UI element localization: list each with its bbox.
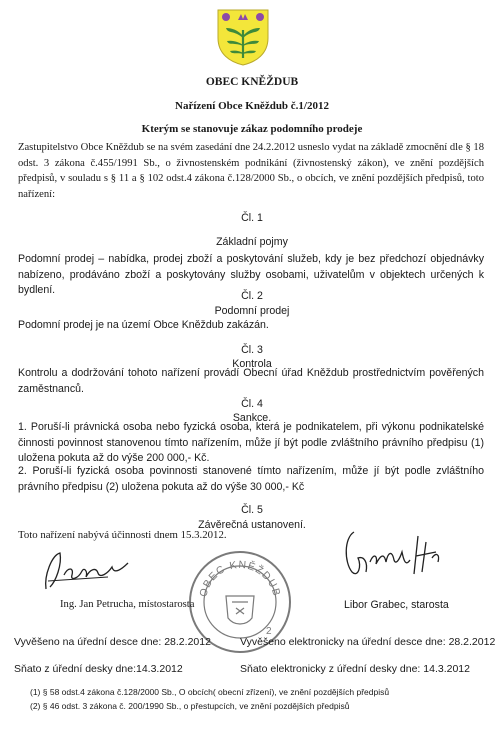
signature-right-name: Libor Grabec, starosta <box>344 599 449 611</box>
removed-physical: Sňato z úřední desky dne:14.3.2012 <box>14 663 183 675</box>
article-1-heading: Základní pojmy <box>216 236 288 248</box>
removed-electronic: Sňato elektronicky z úřední desky dne: 14.3.2012 <box>240 663 470 675</box>
stamp-number: 2 <box>266 626 272 637</box>
signature-left-name: Ing. Jan Petrucha, místostarosta <box>60 599 195 610</box>
footnote-1: (1) § 58 odst.4 zákona č.128/2000 Sb., O obcích( obecní zřízení), ve znění pozdějších předpisů <box>30 687 390 697</box>
article-2-number: Čl. 2 <box>241 290 263 302</box>
stamp-text: OBEC KNĚŽDUB <box>197 558 283 599</box>
article-1-number: Čl. 1 <box>241 212 263 224</box>
article-3-text: Kontrolu a dodržování tohoto nařízení provádí Obecní úřad Kněždub prostřednictvím pověřených zaměstnanců. <box>18 367 484 395</box>
article-5-text: Toto nařízení nabývá účinnosti dnem 15.3.2012. <box>18 529 227 541</box>
posted-electronic: Vyvěšeno elektronicky na úřední desce dne: 28.2.2012 <box>240 636 496 648</box>
article-4-heading: Sankce. <box>232 412 272 424</box>
article-3-number: Čl. 3 <box>241 344 263 356</box>
municipality-name: OBEC KNĚŽDUB <box>205 76 299 88</box>
handwritten-signature-right <box>340 522 450 584</box>
article-2-heading: Podomní prodej <box>214 305 290 317</box>
article-3-heading: Kontrola <box>232 358 272 370</box>
article-2-text: Podomní prodej je na území Obce Kněždub zakázán. <box>18 319 269 331</box>
footnote-2: (2) § 46 odst. 3 zákona č. 200/1990 Sb., o přestupcích, ve znění pozdějších předpisů <box>30 701 350 711</box>
article-4-number: Čl. 4 <box>241 398 263 410</box>
article-4-text-1: 1. Poruší-li právnická osoba nebo fyzická osoba, která je podnikatelem, při výkonu podnikatelské činnosti povinnost stanovenou tímto nařízením, může jí být podle zvláštního právního předpisu (1) uložena pokuta až do výše 200 000,- Kč. <box>18 421 484 464</box>
article-4-text-2: 2. Poruší-li fyzická osoba povinnosti stanovené tímto nařízením, může jí být podle zvláštního právního předpisu (2) uložena pokuta až do výše 30 000,- Kč <box>18 465 484 493</box>
coat-of-arms-emblem <box>216 8 270 66</box>
regulation-subtitle: Kterým se stanovuje zákaz podomního prodeje <box>141 123 363 135</box>
regulation-title: Nařízení Obce Kněždub č.1/2012 <box>175 100 329 112</box>
article-5-heading: Závěrečná ustanovení. <box>198 519 306 531</box>
posted-physical: Vyvěšeno na úřední desce dne: 28.2.2012 <box>14 636 211 648</box>
article-5-number: Čl. 5 <box>241 504 263 516</box>
handwritten-signature-left <box>38 545 158 597</box>
intro-paragraph: Zastupitelstvo Obce Kněždub se na svém zasedání dne 24.2.2012 usneslo vydat na základě zmocnění dle § 18 odst. 3 zákona č.455/1991 Sb., o živnostenském podnikání (živnostenský zákon), ve znění pozdějších předpisů, v souladu s § 11 a § 102 odst.4 zákona č.128/2000 Sb., o obcích, ve znění pozdějších předpisů, toto nařízení: <box>18 142 484 200</box>
article-1-text: Podomní prodej – nabídka, prodej zboží a poskytování služeb, kdy je bez předchozí objednávky nabízeno, prodáváno zboží a poskytovány služby osobami, uživatelům v objektech určených k bydlení. <box>18 253 484 296</box>
